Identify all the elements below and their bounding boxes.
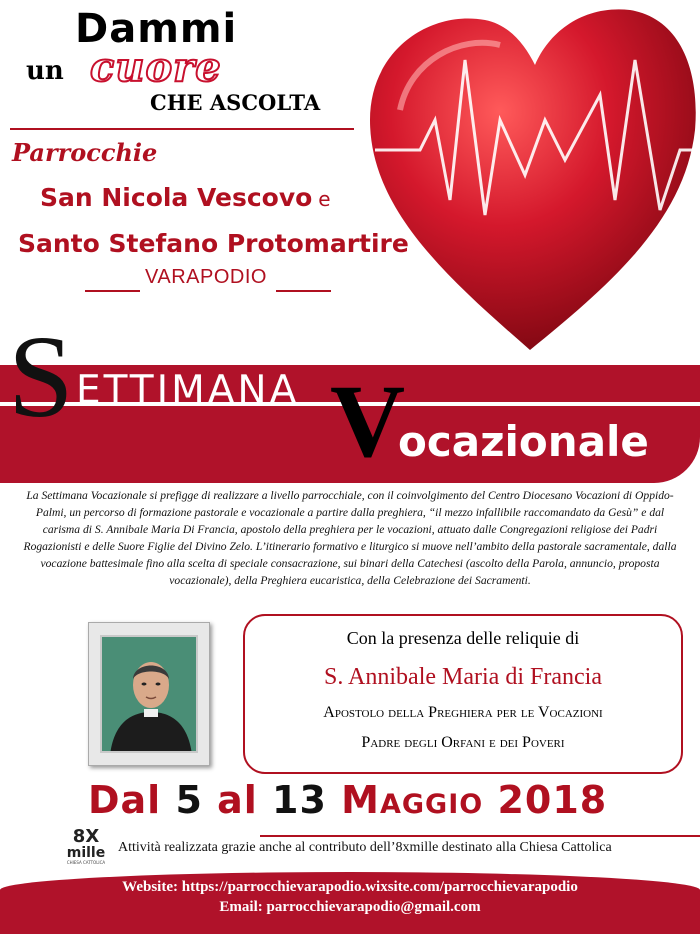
dates-month: Maggio [341,778,484,822]
divider-rule [10,128,354,130]
dates-underline [260,835,700,837]
banner-initial-s: S [8,311,74,442]
portrait-icon [102,637,198,753]
title-dammi: Dammi [75,6,238,52]
saint-title-1-text: Apostolo della Preghiera per le Vocazioni [323,704,603,721]
relics-intro: Con la presenza delle reliquie di [346,628,580,648]
saint-portrait-frame [88,622,210,766]
credit-text: Attività realizzata grazie anche al contributo dell’8xmille destinato alla Chiesa Cattolica [118,840,612,855]
saint-portrait [100,635,198,753]
heart-illustration [360,0,700,360]
parish-name-2: Santo Stefano Protomartire [18,229,409,258]
description-paragraph: La Settimana Vocazionale si prefigge di realizzare a livello parrocchiale, con il coinvolgimento del Centro Diocesano Vocazioni di Oppido-Palmi, un percorso di formazione pastorale e vocazionale a partire dalla preghiera, “il mezzo infallibile raccomandato da Gesù” e dal carisma di S. Annibale Maria Di Francia, apostolo della preghiera per le vocazioni, attuato dalle Congregazioni religiose dei Padri Rogazionisti e delle Suore Figlie del Divino Zelo. L’itinerario formativo e liturgico si muove nell’ambito della pastorale sacramentale, dalla vocazione battesimale fino alla scelta di speciale consacrazione, sui binari della Catechesi (ascolto della Parola, annuncio, proposta vocazionale), della Preghiera eucaristica, della Celebrazione dei Sacramenti. [23,489,677,587]
footer-website[interactable]: Website: https://parrocchievarapodio.wixsite.com/parrocchievarapodio [122,879,578,895]
town-name: VARAPODIO [145,266,267,288]
title-che-ascolta: CHE ASCOLTA [150,90,321,115]
parishes-label: Parrocchie [12,138,158,167]
parish-name-1 [40,183,331,212]
saint-name: S. Annibale Maria di Francia [324,664,602,690]
parish-conj: e [318,187,331,211]
banner-word-vocazionale: ocazionale [398,417,649,466]
saint-title-2-text: Padre degli Orfani e dei Poveri [361,734,565,751]
relics-box [243,614,683,774]
banner-word-settimana: ETTIMANA [76,368,300,413]
logo-tiny: CHIESA CATTOLICA [66,860,106,865]
saint-title-2 [245,734,681,752]
dates-start: 5 [175,778,203,822]
saint-title-1 [245,704,681,722]
dates-end: 13 [272,778,327,822]
title-un: un [26,56,64,86]
event-dates [88,778,607,822]
town-line-right [276,290,331,292]
logo-bottom: mille [66,845,106,861]
dates-year: 2018 [497,778,608,822]
title-cuore: cuore [90,44,222,91]
logo-top: 8X [72,826,100,847]
banner-initial-v: V [330,364,406,479]
town-line-left [85,290,140,292]
parish-name-1-text: San Nicola Vescovo [40,183,313,212]
dates-dal: Dal [88,778,162,822]
8xmille-logo [64,828,108,872]
dates-al: al [217,778,258,822]
footer-email[interactable]: Email: parrocchievarapodio@gmail.com [219,899,481,915]
